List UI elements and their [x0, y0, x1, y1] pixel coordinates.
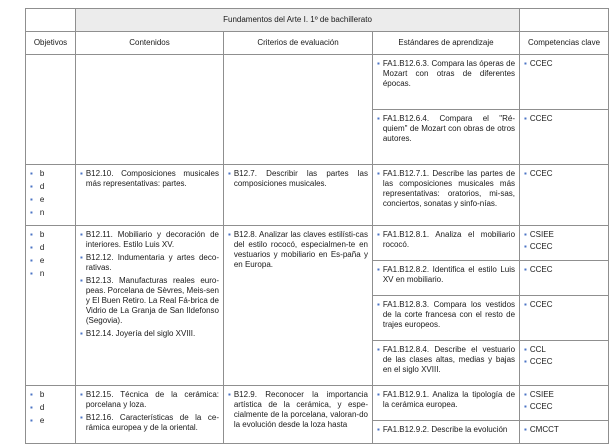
- competencia-cell: [520, 226, 609, 261]
- standard-text: FA1.B12.7.1. Describe las partes de las composiciones musicales más representativas: oratorios, mi-sas, conciertos, sonatas y sinfo-nías.: [382, 169, 516, 208]
- standard-cell: [373, 341, 520, 386]
- criterio-text: B12.8. Analizar las claves estilísti-cas del estilo rococó, especialmen-te en vestuarios y mobiliario en Es-paña y en Europa.: [233, 230, 368, 269]
- bullet-icon: ▪: [524, 425, 527, 434]
- objetivos-cell: [26, 386, 76, 444]
- objetivo-value: n: [39, 208, 45, 217]
- title-row: [26, 9, 609, 32]
- competencia-text: CCEC: [529, 114, 553, 123]
- standard-cell: [373, 226, 520, 261]
- objetivo-value: b: [39, 169, 45, 178]
- competencia-text: CCEC: [529, 169, 553, 178]
- contenidos-cell: [76, 226, 224, 386]
- bullet-icon: ▪: [524, 265, 527, 274]
- contenidos-cell: [76, 55, 224, 165]
- bullet-icon: ▪: [228, 390, 231, 399]
- competencia-cell: [520, 55, 609, 110]
- objetivo-value: e: [39, 195, 45, 204]
- contenido-text: B12.16. Características de la ce-rámica europea y de la oriental.: [85, 413, 219, 432]
- bullet-icon: ▪: [80, 253, 83, 262]
- criterio-cell: [224, 386, 373, 444]
- standard-text: FA1.B12.8.4. Describe el vestuario de las clases altas, medias y bajas en el siglo XVIII.: [382, 345, 516, 374]
- competencia-text: CCEC: [529, 402, 553, 411]
- competencia-text: CCL: [529, 345, 546, 354]
- bullet-icon: ▪: [30, 195, 33, 204]
- competencia-text: CCEC: [529, 357, 553, 366]
- objetivo-value: d: [39, 182, 45, 191]
- competencia-cell: [520, 296, 609, 341]
- bullet-icon: ▪: [30, 182, 33, 191]
- contenido-text: B12.11. Mobiliario y decoración de interiores. Estilo Luis XV.: [85, 230, 219, 249]
- objetivos-cell: [26, 226, 76, 386]
- bullet-icon: ▪: [30, 416, 33, 425]
- bullet-icon: ▪: [30, 269, 33, 278]
- bullet-icon: ▪: [377, 169, 380, 178]
- standard-cell: [373, 421, 520, 444]
- standard-text: FA1.B12.6.3. Compara las óperas de Mozart con otras de diferentes épocas.: [382, 59, 516, 88]
- standard-text: FA1.B12.9.2. Describe la evolución: [382, 425, 508, 434]
- standard-text: FA1.B12.8.2. Identifica el estilo Luis XV en mobiliario.: [382, 265, 516, 284]
- bullet-icon: ▪: [80, 329, 83, 338]
- competencia-cell: [520, 341, 609, 386]
- bullet-icon: ▪: [524, 114, 527, 123]
- bullet-icon: ▪: [228, 169, 231, 178]
- objetivo-value: e: [39, 256, 45, 265]
- bullet-icon: ▪: [30, 403, 33, 412]
- title-blank-cell-right: [520, 9, 609, 32]
- objetivo-value: b: [39, 230, 45, 239]
- header-estandares: Estándares de aprendizaje: [373, 32, 520, 55]
- bullet-icon: ▪: [524, 242, 527, 251]
- bullet-icon: ▪: [30, 208, 33, 217]
- bullet-icon: ▪: [30, 169, 33, 178]
- standard-text: FA1.B12.8.1. Analiza el mobiliario rococó.: [382, 230, 516, 249]
- bullet-icon: ▪: [30, 230, 33, 239]
- table-title: Fundamentos del Arte I. 1º de bachillerato: [76, 9, 520, 32]
- standard-cell: [373, 55, 520, 110]
- standard-cell: [373, 296, 520, 341]
- bullet-icon: ▪: [524, 300, 527, 309]
- criterio-text: B12.7. Describir las partes las composiciones musicales.: [233, 169, 368, 188]
- competencia-text: CSIEE: [529, 390, 554, 399]
- header-competencias: Competencias clave: [520, 32, 609, 55]
- criterio-cell: [224, 165, 373, 226]
- bullet-icon: ▪: [377, 230, 380, 239]
- standard-cell: [373, 165, 520, 226]
- table-row: [26, 55, 609, 110]
- objetivo-value: d: [39, 243, 45, 252]
- objetivo-value: d: [39, 403, 45, 412]
- bullet-icon: ▪: [377, 114, 380, 123]
- objetivo-value: e: [39, 416, 45, 425]
- standard-text: FA1.B12.9.1. Analiza la tipología de la cerámica europea.: [382, 390, 516, 409]
- objetivos-cell: [26, 165, 76, 226]
- bullet-icon: ▪: [377, 425, 380, 434]
- header-criterios: Criterios de evaluación: [224, 32, 373, 55]
- bullet-icon: ▪: [524, 357, 527, 366]
- bullet-icon: ▪: [524, 59, 527, 68]
- competencia-cell: [520, 386, 609, 421]
- contenido-text: B12.15. Técnica de la cerámica: porcelana y loza.: [85, 390, 219, 409]
- competencia-cell: [520, 261, 609, 296]
- table-row: [26, 226, 609, 261]
- competencia-cell: [520, 421, 609, 444]
- bullet-icon: ▪: [30, 243, 33, 252]
- objetivo-value: b: [39, 390, 45, 399]
- objetivos-cell: [26, 55, 76, 165]
- title-blank-cell: [26, 9, 76, 32]
- competencia-text: CMCCT: [529, 425, 559, 434]
- table-row: [26, 165, 609, 226]
- table-row: [26, 386, 609, 421]
- competencia-cell: [520, 110, 609, 165]
- competencia-text: CSIEE: [529, 230, 554, 239]
- bullet-icon: ▪: [80, 230, 83, 239]
- bullet-icon: ▪: [377, 300, 380, 309]
- contenidos-cell: [76, 165, 224, 226]
- bullet-icon: ▪: [524, 390, 527, 399]
- criterio-text: B12.9. Reconocer la importancia artística de la cerámica, y espe-cialmente de la porcelana, valoran-do la evolución desde la loza hasta: [233, 390, 368, 429]
- bullet-icon: ▪: [30, 390, 33, 399]
- contenido-text: B12.14. Joyería del siglo XVIII.: [85, 329, 196, 338]
- standard-cell: [373, 110, 520, 165]
- bullet-icon: ▪: [524, 230, 527, 239]
- standard-cell: [373, 386, 520, 421]
- header-objetivos: Objetivos: [26, 32, 76, 55]
- contenido-text: B12.13. Manufacturas reales euro-peas. Porcelana de Sèvres, Meis-sen y El Buen Retiro. La Real Fá-brica de Vidrio de La Granja de San Ildefonso (Segovia).: [85, 276, 219, 325]
- header-contenidos: Contenidos: [76, 32, 224, 55]
- bullet-icon: ▪: [80, 276, 83, 285]
- bullet-icon: ▪: [377, 390, 380, 399]
- competencia-text: CCEC: [529, 300, 553, 309]
- bullet-icon: ▪: [524, 402, 527, 411]
- contenido-text: B12.12. Indumentaria y artes deco-rativas.: [85, 253, 219, 272]
- bullet-icon: ▪: [524, 345, 527, 354]
- competencia-text: CCEC: [529, 265, 553, 274]
- bullet-icon: ▪: [30, 256, 33, 265]
- bullet-icon: ▪: [524, 169, 527, 178]
- bullet-icon: ▪: [377, 345, 380, 354]
- criterio-cell: [224, 55, 373, 165]
- standard-cell: [373, 261, 520, 296]
- header-row: [26, 32, 609, 55]
- bullet-icon: ▪: [80, 169, 83, 178]
- contenido-text: B12.10. Composiciones musicales más representativas: partes.: [85, 169, 219, 188]
- bullet-icon: ▪: [377, 265, 380, 274]
- bullet-icon: ▪: [80, 413, 83, 422]
- standard-text: FA1.B12.6.4. Compara el "Ré-quiem" de Mozart con obras de otros autores.: [382, 114, 516, 143]
- contenidos-cell: [76, 386, 224, 444]
- competencia-cell: [520, 165, 609, 226]
- bullet-icon: ▪: [228, 230, 231, 239]
- competencia-text: CCEC: [529, 59, 553, 68]
- curriculum-table: [25, 8, 609, 444]
- objetivo-value: n: [39, 269, 45, 278]
- competencia-text: CCEC: [529, 242, 553, 251]
- bullet-icon: ▪: [377, 59, 380, 68]
- standard-text: FA1.B12.8.3. Compara los vestidos de la corte francesa con el resto de trajes europeos.: [382, 300, 516, 329]
- bullet-icon: ▪: [80, 390, 83, 399]
- criterio-cell: [224, 226, 373, 386]
